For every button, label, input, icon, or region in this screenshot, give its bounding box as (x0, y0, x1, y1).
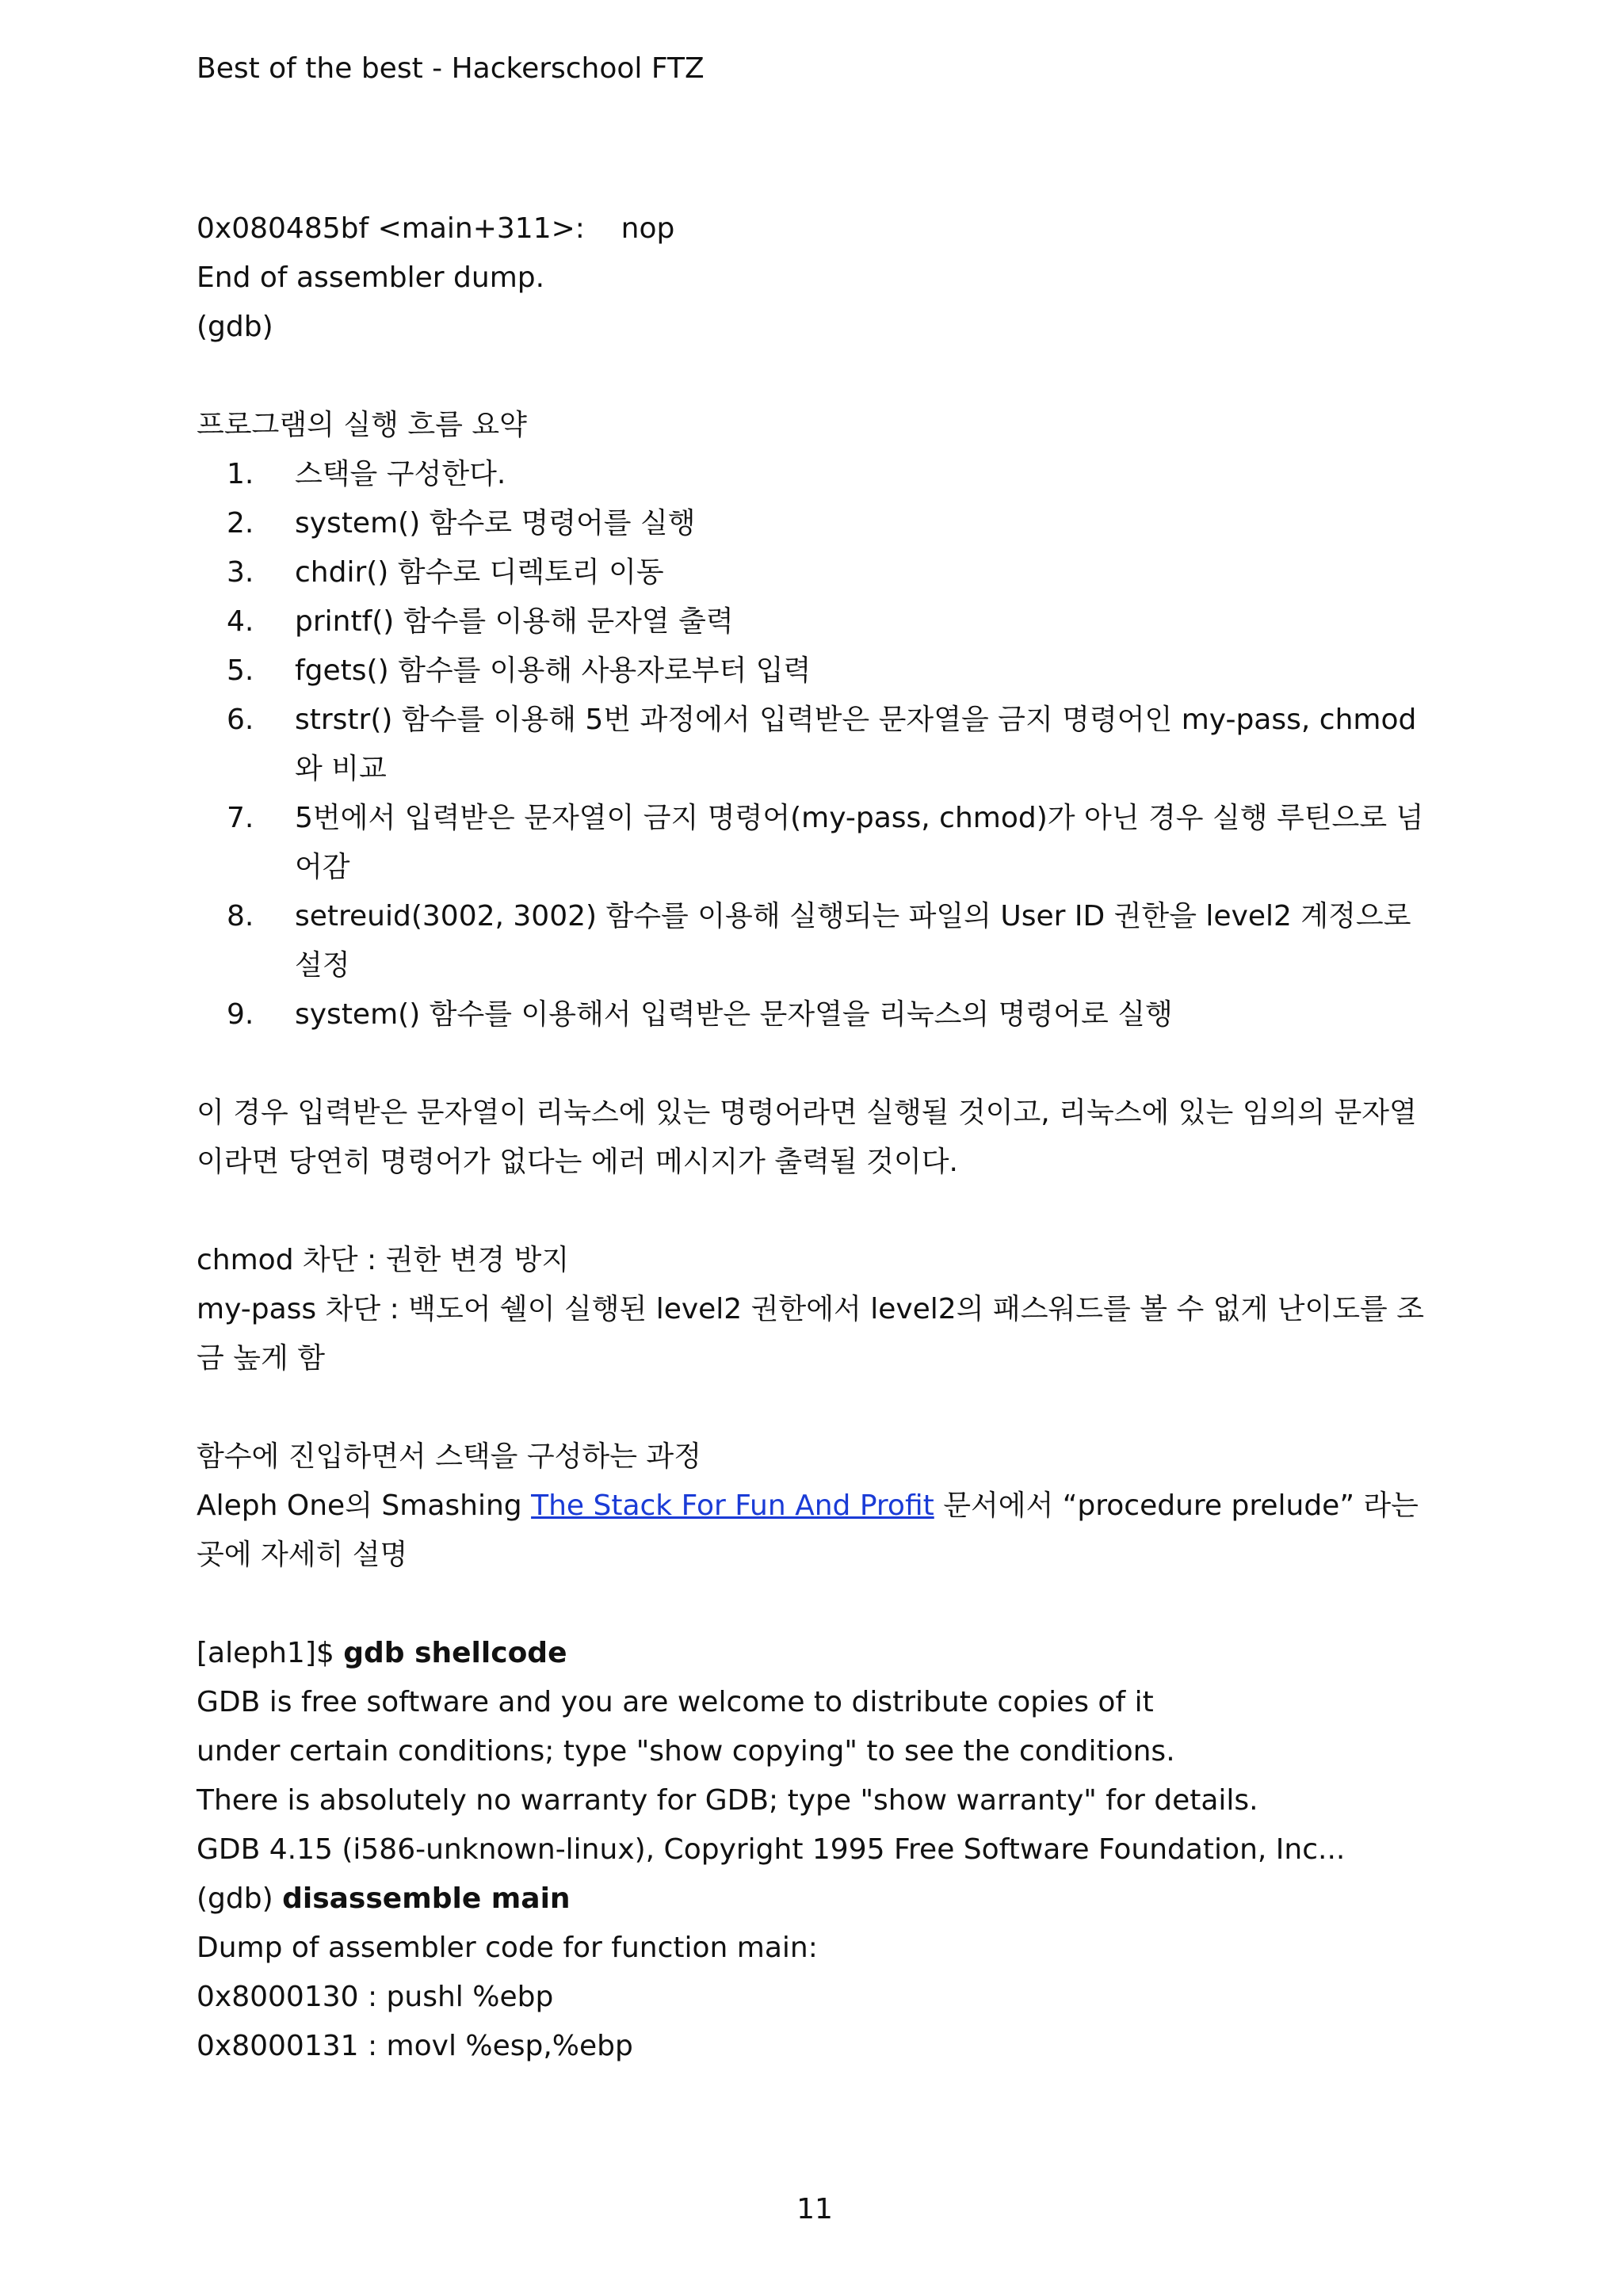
list-item: 2. system() 함수로 명령어를 실행 (227, 507, 696, 540)
gdb-output-line: 0x8000130 : pushl %ebp (197, 1981, 554, 2013)
gdb-output-line: Dump of assembler code for function main: (197, 1932, 818, 1964)
gdb-output-line: There is absolutely no warranty for GDB; type "show warranty" for details. (197, 1784, 1258, 1817)
gdb-output-line: under certain conditions; type "show copying" to see the conditions. (197, 1735, 1175, 1768)
gdb-command-line: (gdb) disassemble main (197, 1882, 571, 1915)
gdb-command-line: [aleph1]$ gdb shellcode (197, 1637, 567, 1669)
list-item: 5. fgets() 함수를 이용해 사용자로부터 입력 (227, 654, 812, 687)
page-number: 11 (796, 2193, 833, 2225)
list-item: 3. chdir() 함수로 디렉토리 이동 (227, 556, 664, 589)
dump-line: (gdb) (197, 311, 273, 343)
gdb-output-line: 0x8000131 : movl %esp,%ebp (197, 2030, 633, 2062)
dump-line: 0x080485bf <main+311>: nop (197, 212, 675, 245)
stack-heading: 함수에 진입하면서 스택을 구성하는 과정 (197, 1440, 701, 1473)
chmod-block-note: chmod 차단 : 권한 변경 방지 (197, 1244, 570, 1276)
list-item: 6. strstr() 함수를 이용해 5번 과정에서 입력받은 문자열을 금지 명령어인 my-pass, chmod와 비교 (227, 704, 1417, 785)
dump-line: End of assembler dump. (197, 261, 545, 294)
gdb-output-line: GDB 4.15 (i586-unknown-linux), Copyright 1995 Free Software Foundation, Inc... (197, 1833, 1346, 1866)
list-item: 9. system() 함수를 이용해서 입력받은 문자열을 리눅스의 명령어로 실행 (227, 998, 1173, 1031)
page-header: Best of the best - Hackerschool FTZ (197, 52, 705, 85)
list-item: 7. 5번에서 입력받은 문자열이 금지 명령어(my-pass, chmod)가 아닌 경우 실행 루틴으로 넘어감 (227, 802, 1424, 883)
page-content (197, 204, 1433, 2071)
mypass-block-note: my-pass 차단 : 백도어 쉘이 실행된 level2 권한에서 level2의 패스워드를 볼 수 없게 난이도를 조금 높게 함 (197, 1293, 1425, 1375)
list-item: 1. 스택을 구성한다. (227, 458, 506, 490)
list-item: 8. setreuid(3002, 3002) 함수를 이용해 실행되는 파일의 User ID 권한을 level2 계정으로 설정 (227, 900, 1411, 982)
list-item: 4. printf() 함수를 이용해 문자열 출력 (227, 605, 734, 638)
summary-heading: 프로그램의 실행 흐름 요약 (197, 409, 527, 441)
reference-line: Aleph One의 Smashing The Stack For Fun And Profit 문서에서 “procedure prelude” 라는 곳에 자세히 설명 (197, 1489, 1428, 1571)
summary-list (197, 450, 1433, 1039)
explanation-paragraph: 이 경우 입력받은 문자열이 리눅스에 있는 명령어라면 실행될 것이고, 리눅스에 있는 임의의 문자열이라면 당연히 명령어가 없다는 에러 메시지가 출력될 것이다. (197, 1097, 1417, 1178)
gdb-output-line: GDB is free software and you are welcome to distribute copies of it (197, 1686, 1154, 1718)
document-page (197, 0, 1433, 2296)
reference-link[interactable]: The Stack For Fun And Profit (531, 1489, 934, 1522)
